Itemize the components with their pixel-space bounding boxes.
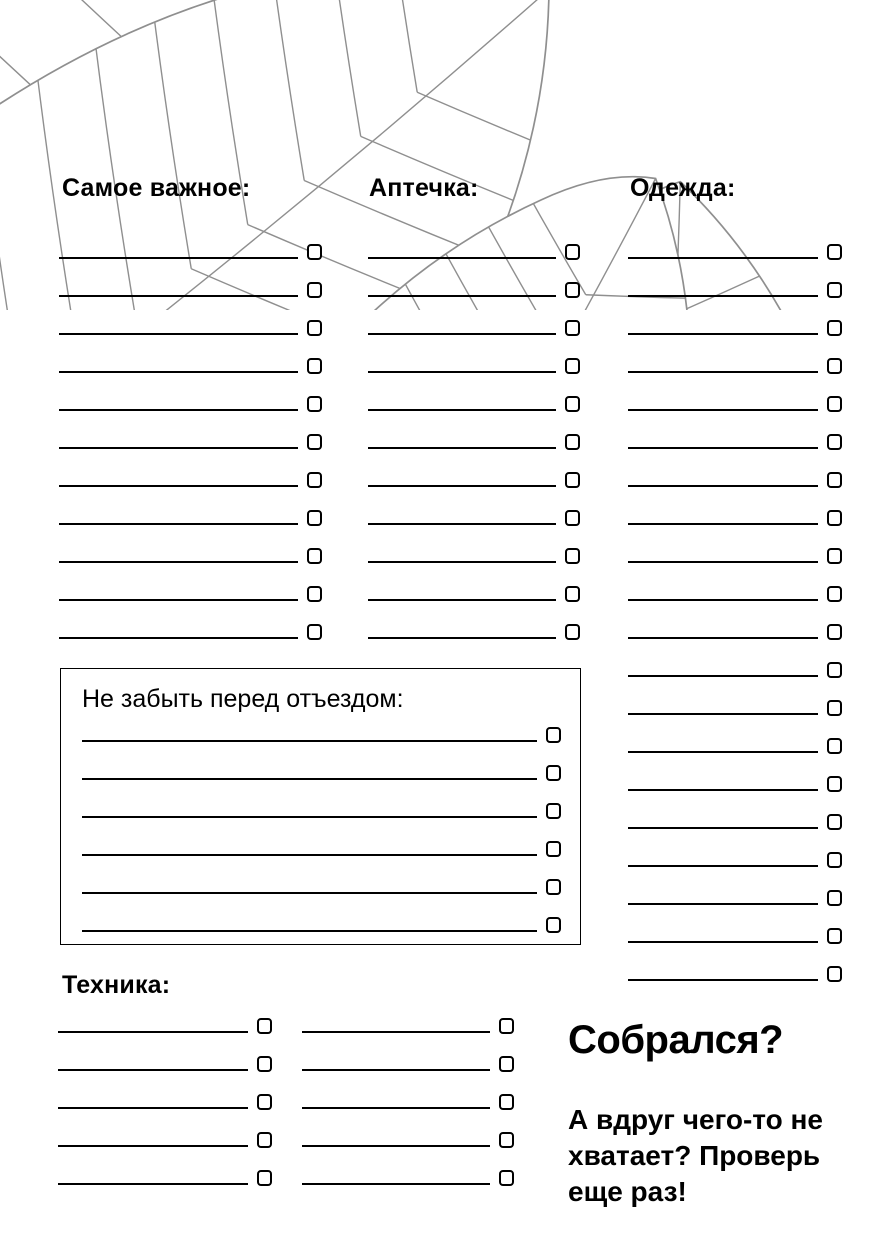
checklist-tech-left: [58, 995, 272, 1185]
checklist-row: [368, 411, 580, 449]
checklist-row: [628, 297, 842, 335]
checkbox[interactable]: [827, 852, 842, 868]
checkbox[interactable]: [546, 803, 561, 819]
dont-forget-title: Не забыть перед отъездом:: [82, 685, 404, 713]
checklist-row: [368, 221, 580, 259]
checklist-row: [368, 525, 580, 563]
checkbox[interactable]: [827, 510, 842, 526]
checkbox[interactable]: [827, 738, 842, 754]
checkbox[interactable]: [827, 320, 842, 336]
checkbox[interactable]: [307, 434, 322, 450]
checklist-row: [59, 601, 322, 639]
checklist-row: [368, 373, 580, 411]
checkbox[interactable]: [257, 1018, 272, 1034]
checklist-row: [59, 297, 322, 335]
checklist-row: [628, 601, 842, 639]
checkbox[interactable]: [827, 282, 842, 298]
checklist-dont-forget: [82, 704, 561, 932]
checkbox[interactable]: [827, 586, 842, 602]
checkbox[interactable]: [307, 548, 322, 564]
checkbox[interactable]: [565, 472, 580, 488]
checkbox[interactable]: [307, 510, 322, 526]
checklist-row: [628, 221, 842, 259]
checklist-row: [368, 487, 580, 525]
checklist-row: [82, 818, 561, 856]
checkbox[interactable]: [827, 700, 842, 716]
checkbox[interactable]: [546, 841, 561, 857]
checkbox[interactable]: [565, 282, 580, 298]
checkbox[interactable]: [565, 548, 580, 564]
checkbox[interactable]: [546, 879, 561, 895]
checklist-row: [59, 525, 322, 563]
write-line[interactable]: [368, 637, 556, 639]
checklist-row: [82, 894, 561, 932]
checkbox[interactable]: [307, 282, 322, 298]
checklist-clothes: [628, 221, 842, 981]
section-title-first-aid: Аптечка:: [369, 174, 479, 202]
checkbox[interactable]: [827, 244, 842, 260]
checklist-row: [628, 905, 842, 943]
checklist-row: [59, 221, 322, 259]
checkbox[interactable]: [307, 586, 322, 602]
checkbox[interactable]: [257, 1132, 272, 1148]
checklist-row: [628, 449, 842, 487]
checklist-row: [628, 677, 842, 715]
checklist-row: [628, 753, 842, 791]
checkbox[interactable]: [827, 624, 842, 640]
checkbox[interactable]: [546, 765, 561, 781]
checkbox[interactable]: [565, 586, 580, 602]
checklist-row: [59, 259, 322, 297]
checklist-row: [628, 867, 842, 905]
checkbox[interactable]: [827, 358, 842, 374]
checkbox[interactable]: [565, 396, 580, 412]
checklist-row: [59, 373, 322, 411]
checklist-row: [628, 259, 842, 297]
checklist-row: [58, 1071, 272, 1109]
checklist-row: [58, 995, 272, 1033]
checkbox[interactable]: [499, 1056, 514, 1072]
checklist-row: [58, 1033, 272, 1071]
write-line[interactable]: [82, 930, 537, 932]
section-title-clothes: Одежда:: [630, 174, 736, 202]
checkbox[interactable]: [827, 662, 842, 678]
checkbox[interactable]: [827, 396, 842, 412]
checklist-row: [59, 487, 322, 525]
checklist-row: [59, 335, 322, 373]
checklist-row: [302, 1033, 514, 1071]
section-title-important: Самое важное:: [62, 174, 251, 202]
checklist-row: [628, 715, 842, 753]
write-line[interactable]: [628, 979, 818, 981]
checklist-row: [302, 995, 514, 1033]
checkbox[interactable]: [565, 510, 580, 526]
checklist-row: [302, 1071, 514, 1109]
checklist-row: [59, 563, 322, 601]
checklist-first-aid: [368, 221, 580, 639]
footer-note: [568, 1102, 823, 1210]
checkbox[interactable]: [565, 320, 580, 336]
checklist-row: [302, 1147, 514, 1185]
checklist-important: [59, 221, 322, 639]
footer-note-line: хватает? Проверь: [568, 1140, 821, 1171]
checklist-row: [628, 411, 842, 449]
checklist-row: [302, 1109, 514, 1147]
checkbox[interactable]: [827, 776, 842, 792]
checkbox[interactable]: [546, 917, 561, 933]
checklist-row: [368, 449, 580, 487]
checkbox[interactable]: [257, 1094, 272, 1110]
checklist-row: [628, 487, 842, 525]
section-title-tech: Техника:: [62, 971, 171, 999]
footer-note-line: еще раз!: [568, 1176, 687, 1207]
checkbox[interactable]: [257, 1170, 272, 1186]
checkbox[interactable]: [307, 320, 322, 336]
checklist-row: [368, 335, 580, 373]
checkbox[interactable]: [307, 396, 322, 412]
checkbox[interactable]: [546, 727, 561, 743]
checkbox[interactable]: [827, 928, 842, 944]
footer-note-line: А вдруг чего-то не: [568, 1104, 823, 1135]
checklist-row: [58, 1147, 272, 1185]
checkbox[interactable]: [565, 358, 580, 374]
checkbox[interactable]: [307, 472, 322, 488]
checklist-row: [628, 525, 842, 563]
checklist-row: [368, 563, 580, 601]
checkbox[interactable]: [565, 434, 580, 450]
footer-headline: Собрался?: [568, 1018, 784, 1062]
checkbox[interactable]: [827, 472, 842, 488]
checkbox[interactable]: [827, 434, 842, 450]
checklist-row: [628, 373, 842, 411]
checkbox[interactable]: [499, 1132, 514, 1148]
checkbox[interactable]: [499, 1018, 514, 1034]
checkbox[interactable]: [307, 244, 322, 260]
checkbox[interactable]: [499, 1094, 514, 1110]
checklist-row: [368, 601, 580, 639]
checklist-row: [59, 449, 322, 487]
write-line[interactable]: [302, 1183, 490, 1185]
checkbox[interactable]: [827, 966, 842, 982]
checklist-row: [628, 563, 842, 601]
checkbox[interactable]: [827, 890, 842, 906]
checkbox[interactable]: [307, 358, 322, 374]
checklist-tech-right: [302, 995, 514, 1185]
checklist-row: [82, 856, 561, 894]
checklist-row: [82, 780, 561, 818]
write-line[interactable]: [58, 1183, 248, 1185]
checkbox[interactable]: [827, 548, 842, 564]
checkbox[interactable]: [565, 624, 580, 640]
checkbox[interactable]: [307, 624, 322, 640]
checkbox[interactable]: [827, 814, 842, 830]
checklist-row: [368, 297, 580, 335]
checkbox[interactable]: [565, 244, 580, 260]
write-line[interactable]: [59, 637, 298, 639]
checkbox[interactable]: [257, 1056, 272, 1072]
checklist-row: [82, 742, 561, 780]
checklist-row: [82, 704, 561, 742]
checklist-row: [628, 829, 842, 867]
checklist-row: [58, 1109, 272, 1147]
checklist-row: [59, 411, 322, 449]
checklist-row: [628, 335, 842, 373]
checkbox[interactable]: [499, 1170, 514, 1186]
checklist-row: [628, 639, 842, 677]
checklist-row: [628, 943, 842, 981]
checklist-row: [368, 259, 580, 297]
checklist-row: [628, 791, 842, 829]
